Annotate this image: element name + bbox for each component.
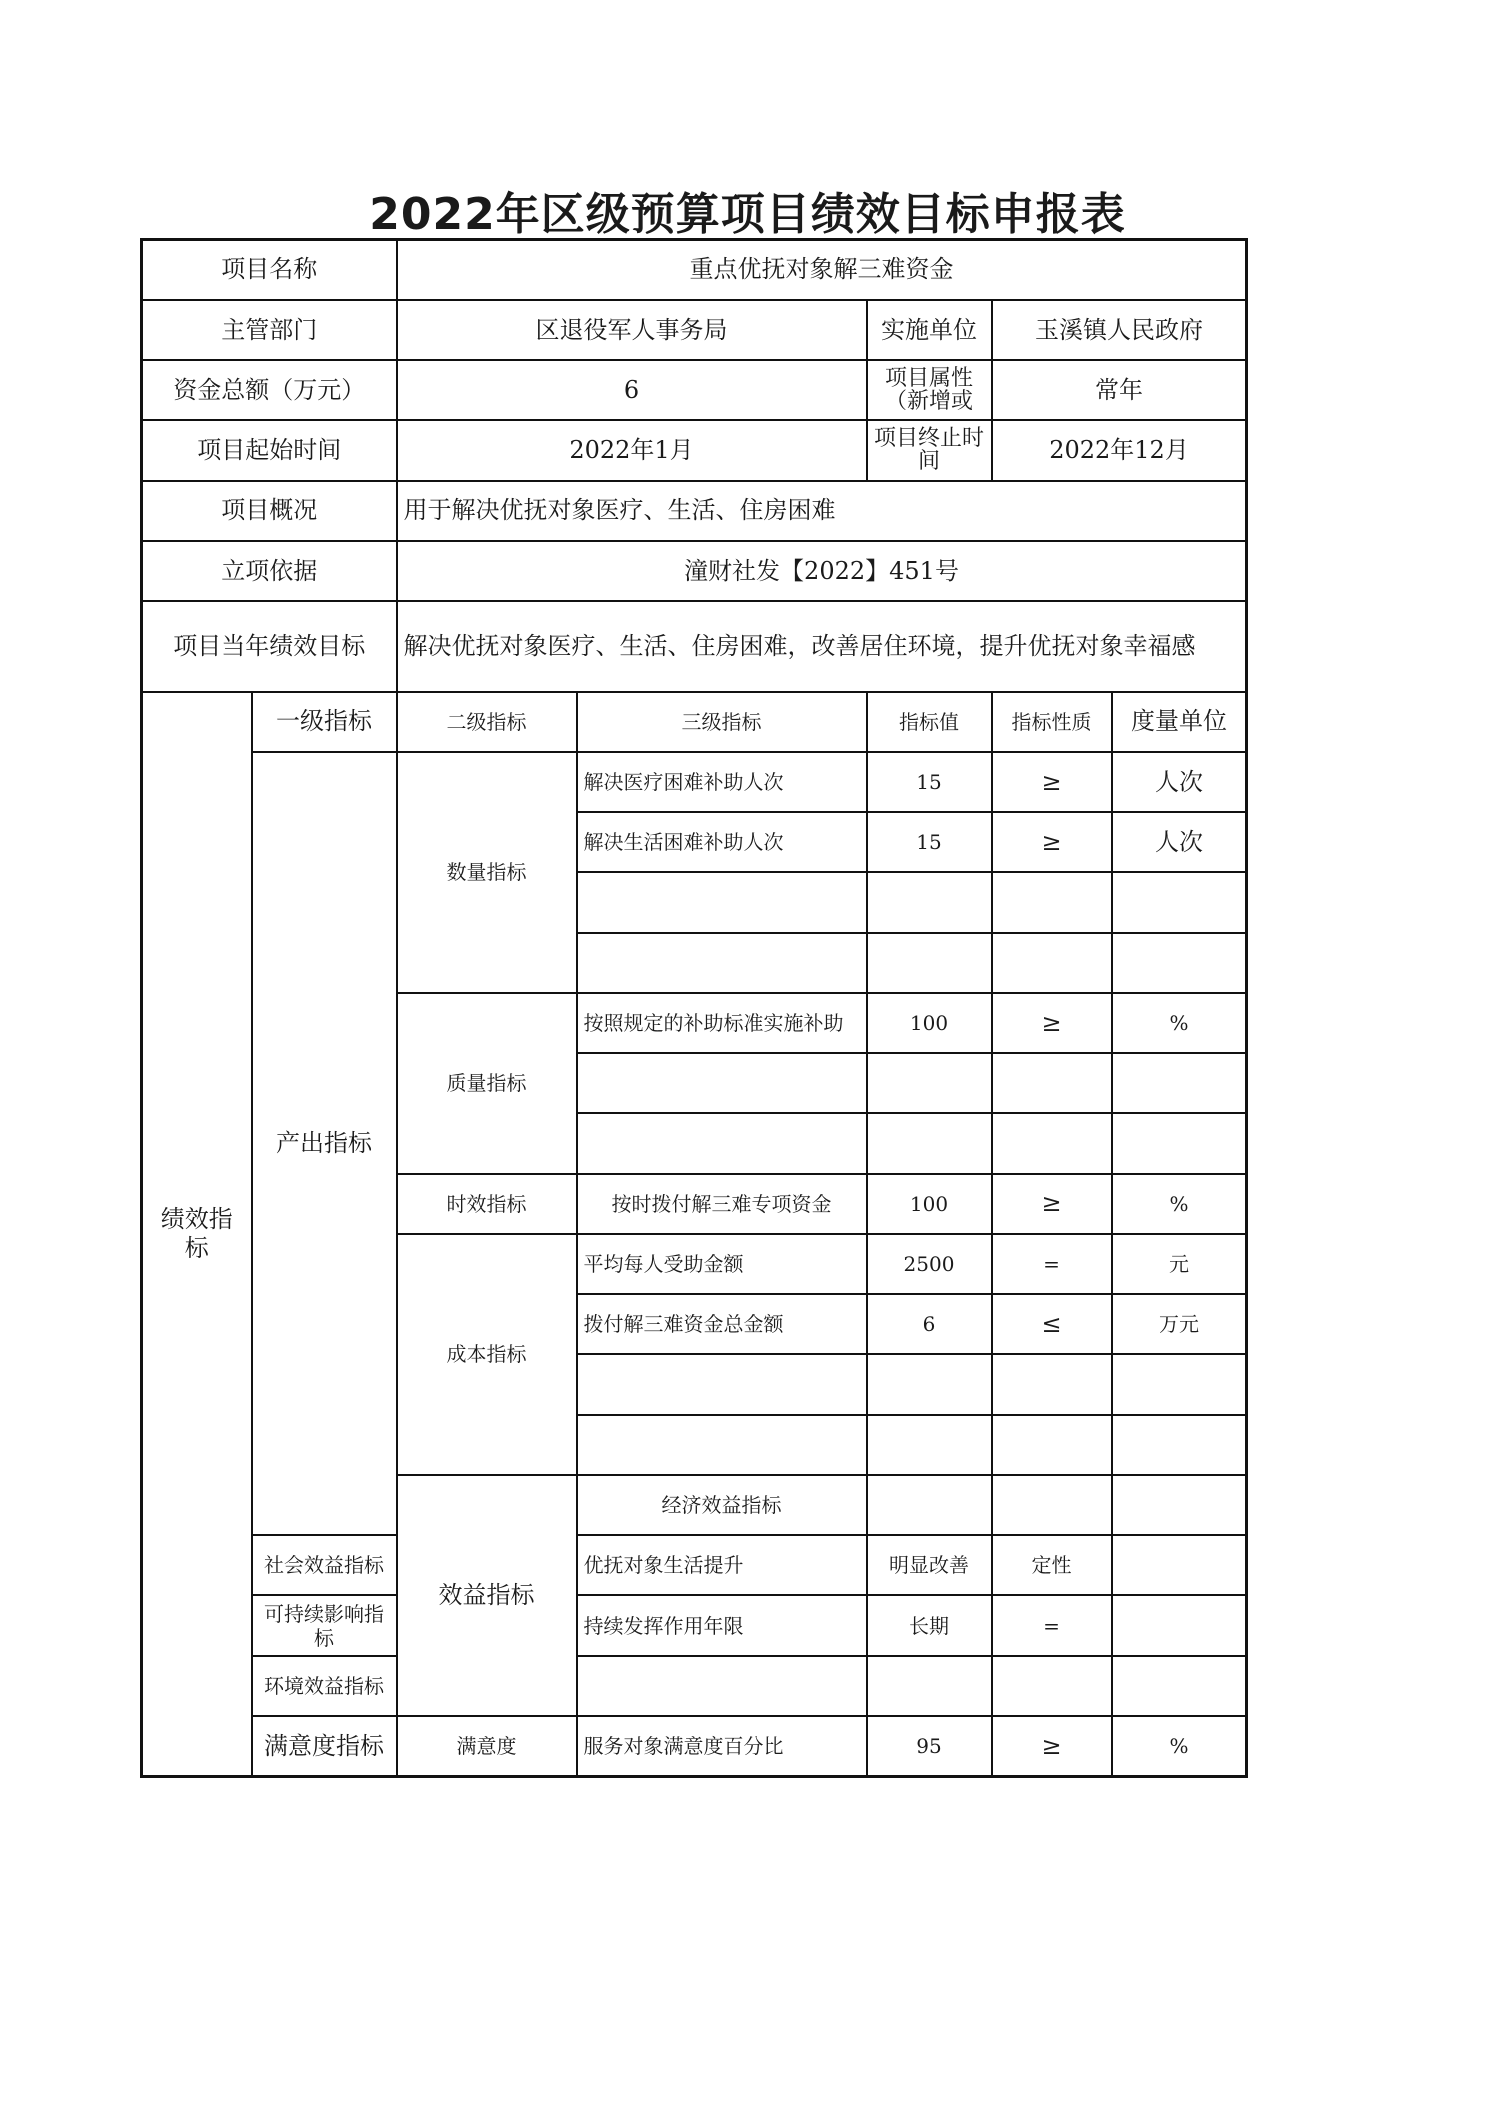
page-title: 2022年区级预算项目绩效目标申报表 [369, 189, 1126, 240]
indicator-value: 明显改善 [867, 1535, 992, 1595]
indicator-value: 100 [867, 1174, 992, 1234]
table-row [142, 1595, 1247, 1655]
indicator-nature: ≤ [992, 1294, 1112, 1354]
sustain-label: 可持续影响指标 [252, 1595, 397, 1655]
economic-label: 经济效益指标 [577, 1475, 867, 1535]
header-unit: 度量单位 [1112, 692, 1247, 752]
indicator-value: 长期 [867, 1595, 992, 1655]
indicator-nature: ≥ [992, 812, 1112, 872]
benefit-label: 效益指标 [397, 1475, 577, 1716]
quality-label: 质量指标 [397, 993, 577, 1174]
end-label: 项目终止时间 [867, 420, 992, 480]
goal-label: 项目当年绩效目标 [142, 601, 397, 691]
indicator-value: 2500 [867, 1234, 992, 1294]
row-dates [142, 420, 1247, 480]
cost-label: 成本指标 [397, 1234, 577, 1475]
indicator-value: 6 [867, 1294, 992, 1354]
dept-label: 主管部门 [142, 300, 397, 360]
indicator-unit: 元 [1112, 1234, 1247, 1294]
table-row [142, 1656, 1247, 1716]
perf-label: 绩效指标 [142, 692, 252, 1777]
project-name-value: 重点优抚对象解三难资金 [397, 240, 1247, 300]
row-overview [142, 481, 1247, 541]
fund-value: 6 [397, 360, 867, 420]
row-fund [142, 360, 1247, 420]
indicator-name: 按照规定的补助标准实施补助 [577, 993, 867, 1053]
indicator-value: 15 [867, 812, 992, 872]
row-department [142, 300, 1247, 360]
start-value: 2022年1月 [397, 420, 867, 480]
impl-unit-value: 玉溪镇人民政府 [992, 300, 1247, 360]
header-nature: 指标性质 [992, 692, 1112, 752]
indicator-nature: ≥ [992, 1174, 1112, 1234]
output-label: 产出指标 [252, 752, 397, 1535]
table-row [142, 1535, 1247, 1595]
indicator-unit: % [1112, 1174, 1247, 1234]
impl-unit-label: 实施单位 [867, 300, 992, 360]
satisfaction-sub-label: 满意度 [397, 1716, 577, 1776]
project-name-label: 项目名称 [142, 240, 397, 300]
performance-table [140, 238, 1248, 1778]
timeliness-label: 时效指标 [397, 1174, 577, 1234]
row-basis [142, 541, 1247, 601]
indicator-value: 95 [867, 1716, 992, 1776]
fund-label: 资金总额（万元） [142, 360, 397, 420]
indicator-nature: 定性 [992, 1535, 1112, 1595]
indicator-nature: = [992, 1234, 1112, 1294]
row-goal [142, 601, 1247, 691]
indicator-name: 服务对象满意度百分比 [577, 1716, 867, 1776]
indicator-nature: ≥ [992, 1716, 1112, 1776]
indicator-unit: 人次 [1112, 752, 1247, 812]
indicator-name: 解决生活困难补助人次 [577, 812, 867, 872]
indicator-value: 100 [867, 993, 992, 1053]
overview-value: 用于解决优抚对象医疗、生活、住房困难 [397, 481, 1247, 541]
basis-label: 立项依据 [142, 541, 397, 601]
goal-value: 解决优抚对象医疗、生活、住房困难，改善居住环境，提升优抚对象幸福感 [397, 601, 1247, 691]
header-level1: 一级指标 [252, 692, 397, 752]
dept-value: 区退役军人事务局 [397, 300, 867, 360]
overview-label: 项目概况 [142, 481, 397, 541]
row-project-name [142, 240, 1247, 300]
header-value: 指标值 [867, 692, 992, 752]
row-perf-header [142, 692, 1247, 752]
indicator-name: 平均每人受助金额 [577, 1234, 867, 1294]
indicator-nature: = [992, 1595, 1112, 1655]
indicator-name: 优抚对象生活提升 [577, 1535, 867, 1595]
indicator-unit: 万元 [1112, 1294, 1247, 1354]
indicator-unit: % [1112, 1716, 1247, 1776]
table-row [142, 1716, 1247, 1776]
indicator-name: 拨付解三难资金总金额 [577, 1294, 867, 1354]
indicator-unit [1112, 1595, 1247, 1655]
indicator-name: 持续发挥作用年限 [577, 1595, 867, 1655]
indicator-nature: ≥ [992, 993, 1112, 1053]
attr-value: 常年 [992, 360, 1247, 420]
header-level3: 三级指标 [577, 692, 867, 752]
social-label: 社会效益指标 [252, 1535, 397, 1595]
indicator-name: 按时拨付解三难专项资金 [577, 1174, 867, 1234]
indicator-nature: ≥ [992, 752, 1112, 812]
basis-value: 潼财社发【2022】451号 [397, 541, 1247, 601]
attr-label: 项目属性（新增或 [867, 360, 992, 420]
indicator-unit [1112, 1535, 1247, 1595]
indicator-unit: % [1112, 993, 1247, 1053]
header-level2: 二级指标 [397, 692, 577, 752]
indicator-value: 15 [867, 752, 992, 812]
table-row [142, 752, 1247, 812]
indicator-name: 解决医疗困难补助人次 [577, 752, 867, 812]
start-label: 项目起始时间 [142, 420, 397, 480]
env-label: 环境效益指标 [252, 1656, 397, 1716]
quantity-label: 数量指标 [397, 752, 577, 993]
end-value: 2022年12月 [992, 420, 1247, 480]
indicator-unit: 人次 [1112, 812, 1247, 872]
satisfaction-label: 满意度指标 [252, 1716, 397, 1776]
